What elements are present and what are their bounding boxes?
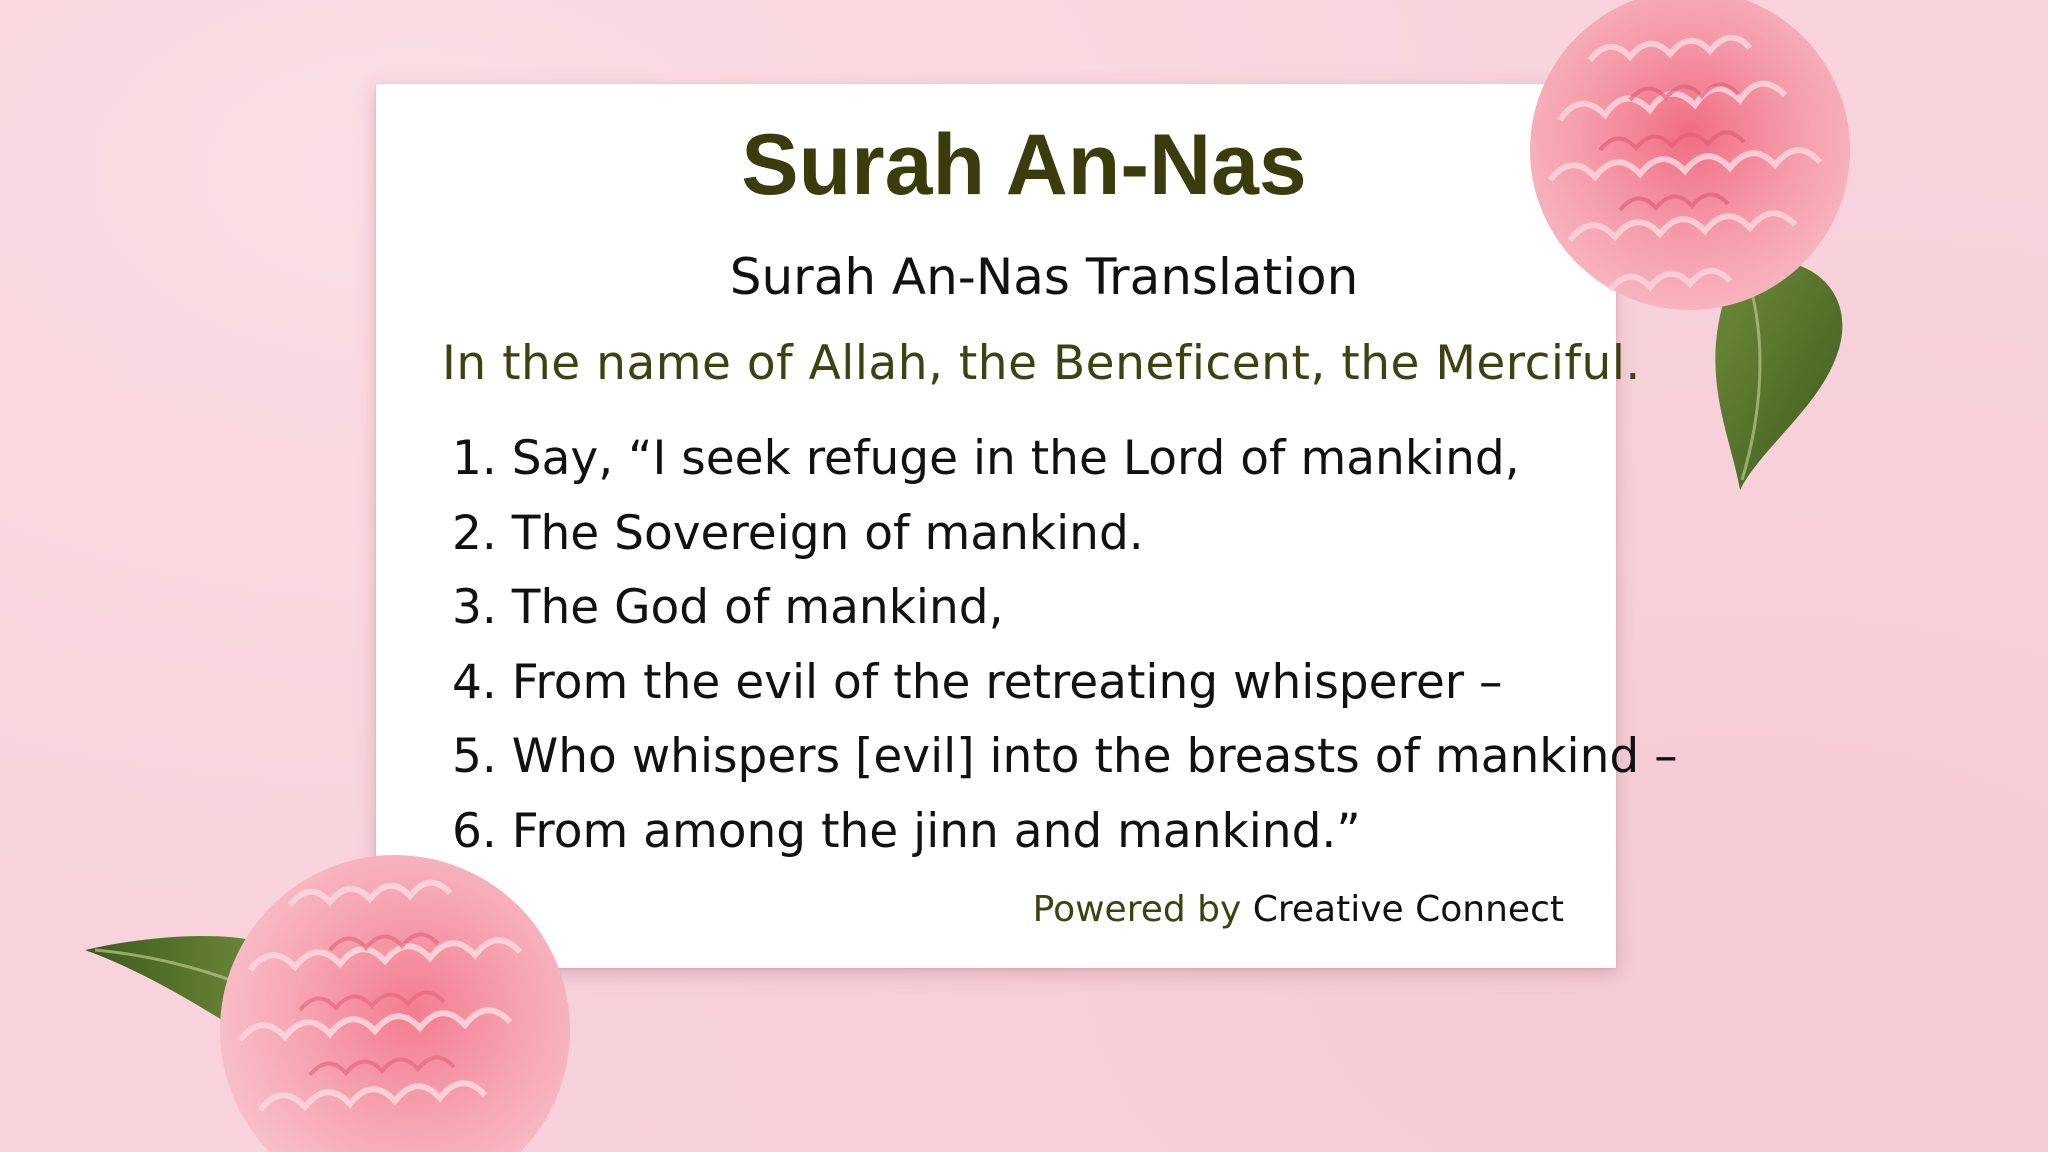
verse-item: 1. Say, “I seek refuge in the Lord of mankind, <box>452 431 1520 486</box>
page-title: Surah An-Nas <box>741 117 1307 213</box>
verse-item: 2. The Sovereign of mankind. <box>452 505 1144 561</box>
powered-by-label: Powered by <box>1032 889 1242 930</box>
verse-item: 3. The God of mankind, <box>452 580 1004 635</box>
verse-item: 5. Who whispers [evil] into the breasts of mankind – <box>452 729 1678 784</box>
carnation-flower-icon <box>1440 0 1910 500</box>
subtitle: Surah An-Nas Translation <box>729 248 1359 306</box>
footer-credit <box>1032 889 1564 930</box>
bismillah-line: In the name of Allah, the Beneficent, the Merciful. <box>442 336 1641 391</box>
verse-item: 6. From among the jinn and mankind.” <box>452 803 1361 859</box>
brand-name: Creative Connect <box>1252 889 1564 930</box>
carnation-flower-icon <box>80 850 600 1152</box>
verse-item: 4. From the evil of the retreating whisperer – <box>452 654 1503 710</box>
